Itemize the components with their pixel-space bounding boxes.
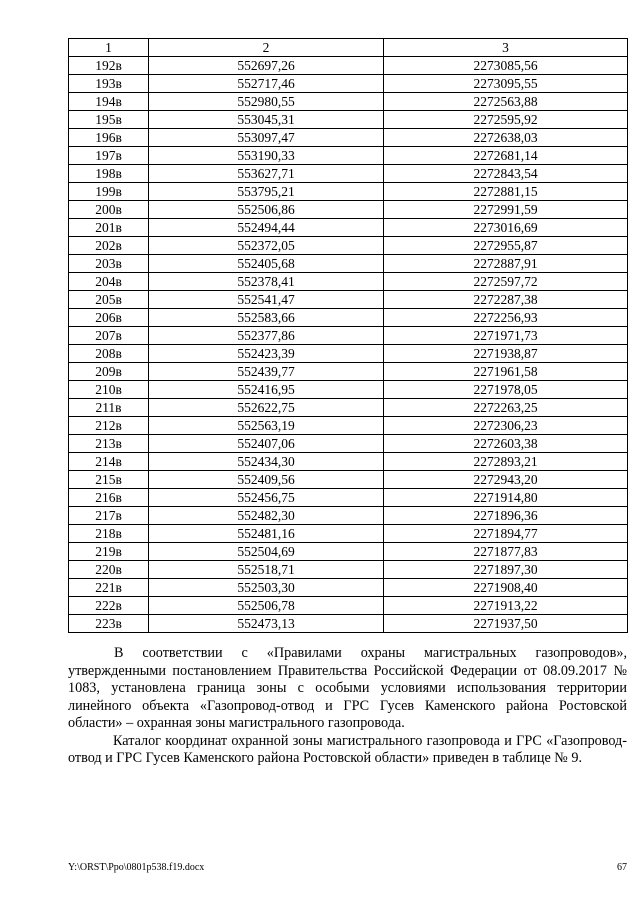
cell-point-id: 194в xyxy=(69,93,149,111)
table-row xyxy=(69,237,628,255)
table-row xyxy=(69,309,628,327)
header-cell-point: 1 xyxy=(69,39,149,57)
cell-point-id: 217в xyxy=(69,507,149,525)
table-row xyxy=(69,147,628,165)
cell-y-coordinate: 2272256,93 xyxy=(384,309,628,327)
table-row xyxy=(69,201,628,219)
cell-point-id: 215в xyxy=(69,471,149,489)
cell-y-coordinate: 2271894,77 xyxy=(384,525,628,543)
cell-x-coordinate: 552473,13 xyxy=(149,615,384,633)
table-row xyxy=(69,579,628,597)
cell-point-id: 197в xyxy=(69,147,149,165)
cell-x-coordinate: 553045,31 xyxy=(149,111,384,129)
cell-x-coordinate: 552506,86 xyxy=(149,201,384,219)
header-cell-x: 2 xyxy=(149,39,384,57)
cell-x-coordinate: 552518,71 xyxy=(149,561,384,579)
cell-x-coordinate: 552372,05 xyxy=(149,237,384,255)
cell-x-coordinate: 553627,71 xyxy=(149,165,384,183)
cell-point-id: 216в xyxy=(69,489,149,507)
cell-x-coordinate: 553795,21 xyxy=(149,183,384,201)
cell-point-id: 211в xyxy=(69,399,149,417)
body-text xyxy=(68,645,627,768)
cell-y-coordinate: 2272306,23 xyxy=(384,417,628,435)
table-row xyxy=(69,453,628,471)
table-body xyxy=(69,57,628,633)
cell-x-coordinate: 552717,46 xyxy=(149,75,384,93)
cell-y-coordinate: 2272943,20 xyxy=(384,471,628,489)
cell-point-id: 193в xyxy=(69,75,149,93)
table-row xyxy=(69,291,628,309)
header-cell-y: 3 xyxy=(384,39,628,57)
cell-y-coordinate: 2272991,59 xyxy=(384,201,628,219)
cell-x-coordinate: 552583,66 xyxy=(149,309,384,327)
cell-x-coordinate: 552697,26 xyxy=(149,57,384,75)
cell-x-coordinate: 552423,39 xyxy=(149,345,384,363)
cell-x-coordinate: 552541,47 xyxy=(149,291,384,309)
cell-x-coordinate: 552456,75 xyxy=(149,489,384,507)
cell-y-coordinate: 2271908,40 xyxy=(384,579,628,597)
table-row xyxy=(69,561,628,579)
cell-x-coordinate: 552409,56 xyxy=(149,471,384,489)
cell-point-id: 213в xyxy=(69,435,149,453)
cell-y-coordinate: 2272887,91 xyxy=(384,255,628,273)
table-row xyxy=(69,219,628,237)
table-header-row xyxy=(69,39,628,57)
paragraph-catalog: Каталог координат охранной зоны магистрального газопровода и ГРС «Газопровод-отвод и ГРС Гусев Каменского района Ростовской области» приведен в таблице № 9. xyxy=(68,732,627,766)
cell-point-id: 218в xyxy=(69,525,149,543)
paragraph-regulations-text: В соответствии с «Правилами охраны магистральных газопроводов», утвержденными постановлением Правительства Российской Федерации от 08.09.2017 № 1083, установлена граница зоны с особыми условиями использования территории линейного объекта «Газопровод-отвод и ГРС Гусев Каменского района Ростовской области» – охранная зоны магистрального газопровода. xyxy=(68,645,627,731)
cell-point-id: 210в xyxy=(69,381,149,399)
cell-x-coordinate: 552378,41 xyxy=(149,273,384,291)
cell-point-id: 222в xyxy=(69,597,149,615)
cell-x-coordinate: 552563,19 xyxy=(149,417,384,435)
table-row xyxy=(69,111,628,129)
cell-y-coordinate: 2272287,38 xyxy=(384,291,628,309)
table-row xyxy=(69,345,628,363)
cell-x-coordinate: 552434,30 xyxy=(149,453,384,471)
cell-y-coordinate: 2272595,92 xyxy=(384,111,628,129)
cell-y-coordinate: 2271897,30 xyxy=(384,561,628,579)
table-row xyxy=(69,273,628,291)
cell-x-coordinate: 552494,44 xyxy=(149,219,384,237)
table-row xyxy=(69,363,628,381)
cell-y-coordinate: 2271896,36 xyxy=(384,507,628,525)
cell-point-id: 206в xyxy=(69,309,149,327)
cell-x-coordinate: 552980,55 xyxy=(149,93,384,111)
table-row xyxy=(69,381,628,399)
table-row xyxy=(69,597,628,615)
cell-point-id: 207в xyxy=(69,327,149,345)
cell-y-coordinate: 2272263,25 xyxy=(384,399,628,417)
table-row xyxy=(69,183,628,201)
cell-point-id: 200в xyxy=(69,201,149,219)
cell-point-id: 214в xyxy=(69,453,149,471)
cell-x-coordinate: 552481,16 xyxy=(149,525,384,543)
footer-file-path: Y:\ORST\Ppo\0801p538.f19.docx xyxy=(68,862,205,873)
cell-y-coordinate: 2271961,58 xyxy=(384,363,628,381)
cell-y-coordinate: 2273085,56 xyxy=(384,57,628,75)
cell-point-id: 202в xyxy=(69,237,149,255)
page-number: 67 xyxy=(617,862,627,873)
cell-y-coordinate: 2272638,03 xyxy=(384,129,628,147)
cell-y-coordinate: 2271877,83 xyxy=(384,543,628,561)
table-row xyxy=(69,471,628,489)
cell-y-coordinate: 2272843,54 xyxy=(384,165,628,183)
cell-y-coordinate: 2272955,87 xyxy=(384,237,628,255)
cell-x-coordinate: 552503,30 xyxy=(149,579,384,597)
cell-point-id: 204в xyxy=(69,273,149,291)
table-row xyxy=(69,57,628,75)
cell-y-coordinate: 2271938,87 xyxy=(384,345,628,363)
cell-x-coordinate: 552405,68 xyxy=(149,255,384,273)
cell-x-coordinate: 552407,06 xyxy=(149,435,384,453)
cell-point-id: 199в xyxy=(69,183,149,201)
cell-y-coordinate: 2272681,14 xyxy=(384,147,628,165)
cell-point-id: 209в xyxy=(69,363,149,381)
cell-y-coordinate: 2271913,22 xyxy=(384,597,628,615)
cell-y-coordinate: 2271914,80 xyxy=(384,489,628,507)
cell-point-id: 201в xyxy=(69,219,149,237)
table-row xyxy=(69,543,628,561)
cell-y-coordinate: 2272603,38 xyxy=(384,435,628,453)
table-row xyxy=(69,399,628,417)
cell-point-id: 192в xyxy=(69,57,149,75)
table-row xyxy=(69,129,628,147)
table-row xyxy=(69,489,628,507)
cell-y-coordinate: 2272881,15 xyxy=(384,183,628,201)
cell-point-id: 220в xyxy=(69,561,149,579)
paragraph-regulations xyxy=(68,645,627,733)
table-row xyxy=(69,75,628,93)
cell-point-id: 208в xyxy=(69,345,149,363)
table-row xyxy=(69,615,628,633)
table-row xyxy=(69,327,628,345)
cell-x-coordinate: 552506,78 xyxy=(149,597,384,615)
cell-y-coordinate: 2271978,05 xyxy=(384,381,628,399)
cell-point-id: 198в xyxy=(69,165,149,183)
cell-point-id: 223в xyxy=(69,615,149,633)
table-row xyxy=(69,255,628,273)
coordinates-table xyxy=(68,38,628,633)
table-row xyxy=(69,93,628,111)
cell-x-coordinate: 552416,95 xyxy=(149,381,384,399)
table-row xyxy=(69,525,628,543)
cell-point-id: 195в xyxy=(69,111,149,129)
cell-y-coordinate: 2272597,72 xyxy=(384,273,628,291)
table-row xyxy=(69,165,628,183)
table-row xyxy=(69,507,628,525)
cell-x-coordinate: 552439,77 xyxy=(149,363,384,381)
cell-x-coordinate: 552377,86 xyxy=(149,327,384,345)
cell-y-coordinate: 2272893,21 xyxy=(384,453,628,471)
cell-x-coordinate: 552504,69 xyxy=(149,543,384,561)
cell-point-id: 221в xyxy=(69,579,149,597)
cell-y-coordinate: 2272563,88 xyxy=(384,93,628,111)
cell-point-id: 196в xyxy=(69,129,149,147)
cell-y-coordinate: 2271937,50 xyxy=(384,615,628,633)
cell-x-coordinate: 552482,30 xyxy=(149,507,384,525)
cell-x-coordinate: 553190,33 xyxy=(149,147,384,165)
cell-point-id: 212в xyxy=(69,417,149,435)
table-row xyxy=(69,417,628,435)
cell-x-coordinate: 553097,47 xyxy=(149,129,384,147)
cell-point-id: 219в xyxy=(69,543,149,561)
table-row xyxy=(69,435,628,453)
cell-point-id: 203в xyxy=(69,255,149,273)
cell-y-coordinate: 2273095,55 xyxy=(384,75,628,93)
cell-y-coordinate: 2273016,69 xyxy=(384,219,628,237)
cell-point-id: 205в xyxy=(69,291,149,309)
cell-y-coordinate: 2271971,73 xyxy=(384,327,628,345)
cell-x-coordinate: 552622,75 xyxy=(149,399,384,417)
